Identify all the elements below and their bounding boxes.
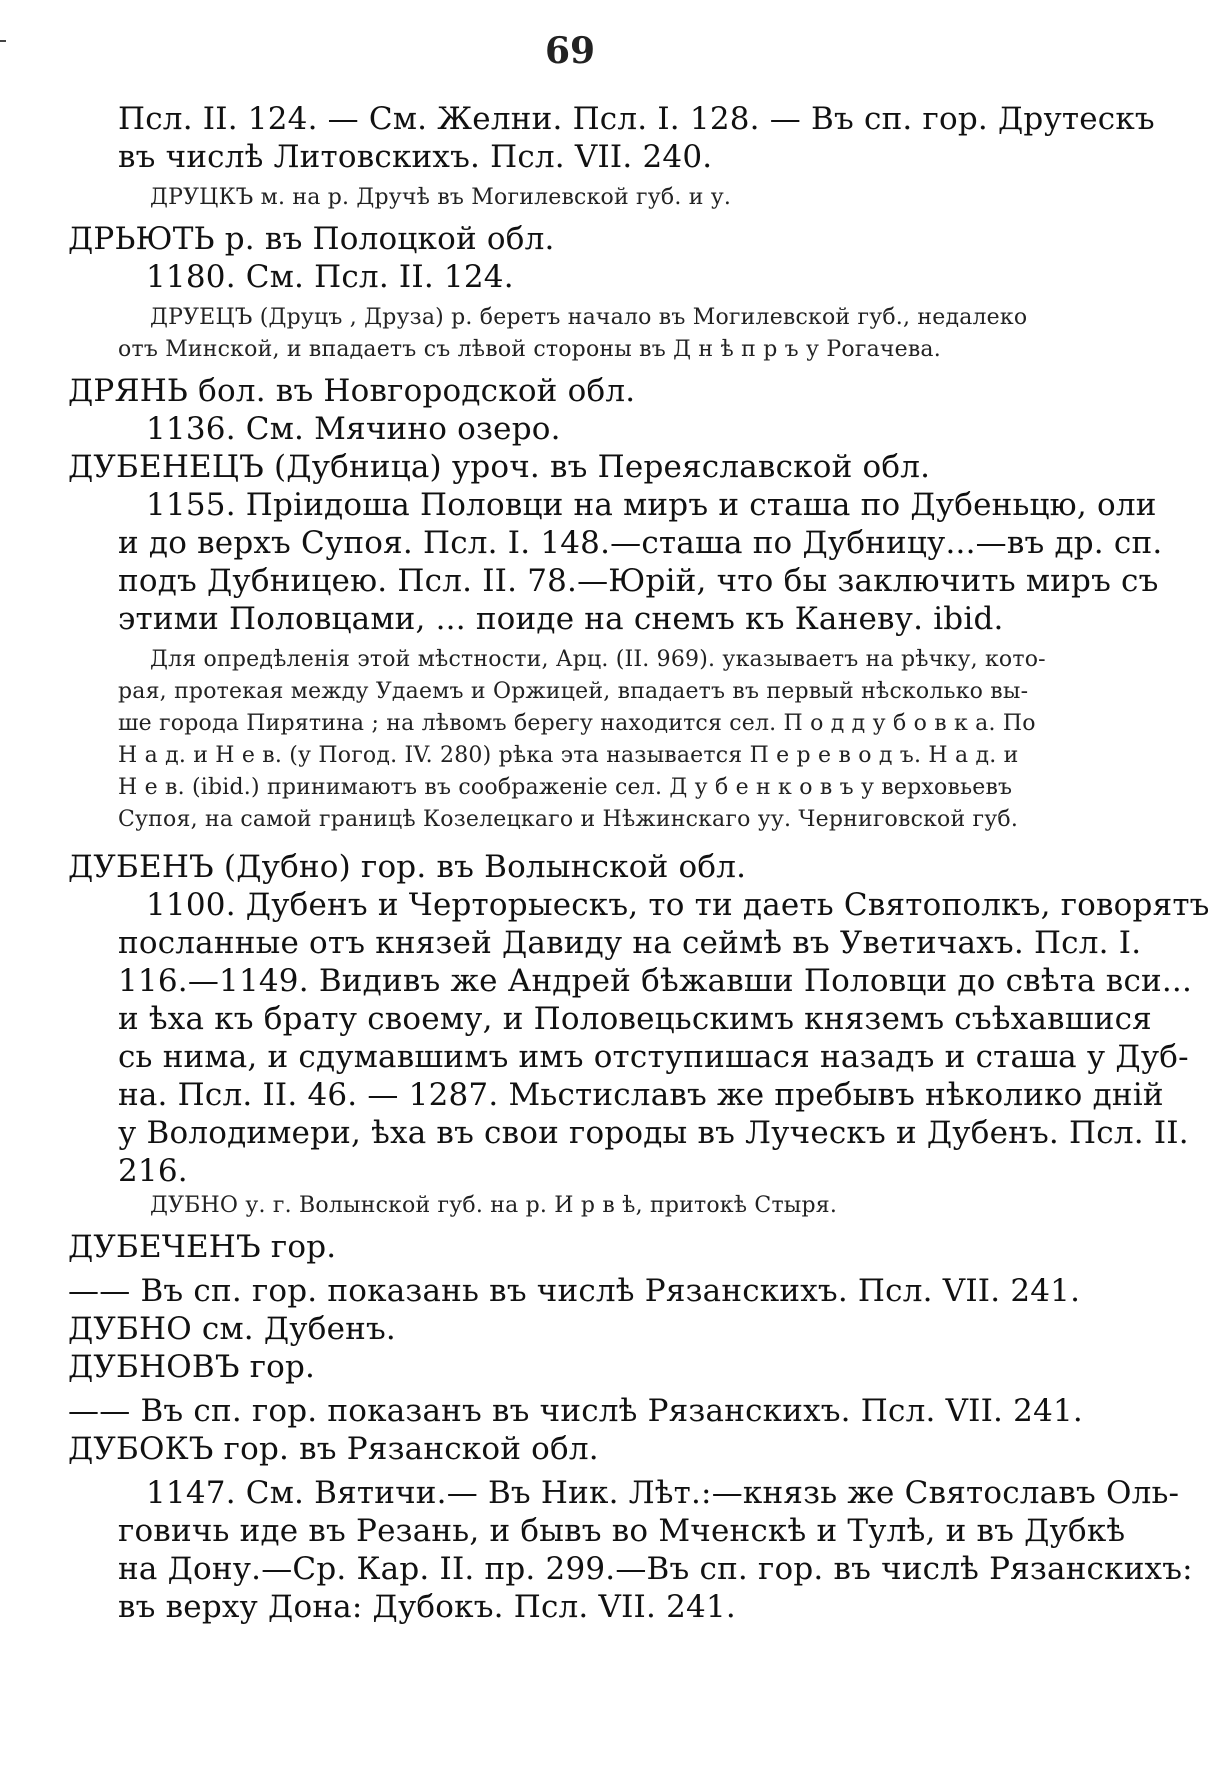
entry-line: ДУБЕЧЕНЪ гор. bbox=[68, 1229, 337, 1265]
text-line: въ верху Дона: Дубокъ. Псл. VII. 241. bbox=[118, 1589, 736, 1625]
text-line: на. Псл. II. 46. — 1287. Мьстиславъ же пребывъ нѣколико днiй bbox=[118, 1077, 1164, 1113]
text-line: 116.—1149. Видивъ же Андрей бѣжавши Половци до свѣта вси... bbox=[118, 963, 1193, 999]
small-text-line: ДРУЦКЪ м. на р. Дручѣ въ Могилевской губ. и у. bbox=[150, 185, 732, 210]
small-text-line: ДРУЕЦЪ (Друцъ , Друза) р. беретъ начало въ Могилевской губ., недалеко bbox=[150, 305, 1028, 330]
small-text-line: Н е в. (ibid.) принимаютъ въ соображеніе сел. Д у б е н к о в ъ у верховьевъ bbox=[118, 775, 1013, 800]
entry-line: ДУБЕНЕЦЪ (Дубница) уроч. въ Переяславской обл. bbox=[68, 449, 931, 485]
small-text-line: Н а д. и Н е в. (у Погод. IV. 280) рѣка эта называется П е р е в о д ъ. Н а д. и bbox=[118, 743, 1019, 768]
text-line: въ числѣ Литовскихъ. Псл. VII. 240. bbox=[118, 139, 713, 175]
text-line: и до верхъ Супоя. Псл. I. 148.—сташа по Дубницу...—въ др. сп. bbox=[118, 525, 1163, 561]
text-line: 1155. Пріидоша Половци на миръ и сташа по Дубеньцю, оли bbox=[146, 487, 1157, 523]
small-text-line: отъ Минской, и впадаетъ съ лѣвой стороны въ Д н ѣ п р ъ у Рогачева. bbox=[118, 337, 941, 362]
small-text-line: Для опредѣленія этой мѣстности, Арц. (II. 969). указываетъ на рѣчку, кото- bbox=[150, 647, 1046, 672]
small-text-line: рая, протекая между Удаемъ и Оржицей, впадаетъ въ первый нѣсколько вы- bbox=[118, 679, 1029, 704]
text-line: 1100. Дубенъ и Черторыескъ, то ти даеть Святополкъ, говорятъ bbox=[146, 887, 1210, 923]
small-text-line: Супоя, на самой границѣ Козелецкаго и Нѣжинскаго уу. Черниговской губ. bbox=[118, 807, 1019, 832]
text-line: говичь иде въ Резань, и бывъ во Мченскѣ и Тулѣ, и въ Дубкѣ bbox=[118, 1513, 1126, 1549]
text-line: 1180. См. Псл. II. 124. bbox=[146, 259, 514, 295]
text-line: Псл. II. 124. — См. Желни. Псл. I. 128. — Въ сп. гор. Друтескъ bbox=[118, 101, 1155, 137]
entry-line: ДРЬЮТЬ р. въ Полоцкой обл. bbox=[68, 221, 555, 257]
page-number: 69 bbox=[544, 30, 596, 72]
entry-line: —— Въ сп. гор. показанъ въ числѣ Рязанскихъ. Псл. VII. 241. bbox=[68, 1393, 1083, 1429]
text-line: посланные отъ князей Давиду на сеймѣ въ Уветичахъ. Псл. I. bbox=[118, 925, 1142, 961]
text-line: на Дону.—Ср. Кар. II. пр. 299.—Въ сп. гор. въ числѣ Рязанскихъ: bbox=[118, 1551, 1193, 1587]
text-line: подъ Дубницею. Псл. II. 78.—Юрій, что бы заключить миръ съ bbox=[118, 563, 1159, 599]
text-line: 216. bbox=[118, 1153, 188, 1189]
scan-edge-mark bbox=[0, 40, 6, 42]
line-spacer bbox=[68, 836, 1058, 848]
entry-line: —— Въ сп. гор. показань въ числѣ Рязанскихъ. Псл. VII. 241. bbox=[68, 1273, 1081, 1309]
small-text-line: ше города Пирятина ; на лѣвомъ берегу находится сел. П о д д у б о в к а. По bbox=[118, 711, 1036, 736]
entry-line: ДУБЕНЪ (Дубно) гор. въ Волынской обл. bbox=[68, 849, 747, 885]
entry-line: ДУБОКЪ гор. въ Рязанской обл. bbox=[68, 1431, 599, 1467]
text-line: 1136. См. Мячино озеро. bbox=[146, 411, 561, 447]
entry-line: ДУБНОВЪ гор. bbox=[68, 1349, 316, 1385]
text-line: 1147. См. Вятичи.— Въ Ник. Лѣт.:—князь же Святославъ Оль- bbox=[146, 1475, 1180, 1511]
text-line: этими Половцами, ... поиде на снемъ къ Каневу. ibid. bbox=[118, 601, 1004, 637]
text-line: у Володимери, ѣха въ свои городы въ Луческъ и Дубенъ. Псл. II. bbox=[118, 1115, 1189, 1151]
page-body bbox=[68, 100, 1210, 1626]
text-line: сь нима, и сдумавшимъ имъ отступишася назадъ и сташа у Дуб- bbox=[118, 1039, 1189, 1075]
text-line: и ѣха къ брату своему, и Половецьскимъ княземъ съѣхавшися bbox=[118, 1001, 1152, 1037]
small-text-line: ДУБНО у. г. Волынской губ. на р. И р в ѣ, притокѣ Стыря. bbox=[150, 1193, 838, 1218]
entry-line: ДУБНО см. Дубенъ. bbox=[68, 1311, 396, 1347]
entry-line: ДРЯНЬ бол. въ Новгородской обл. bbox=[68, 373, 636, 409]
